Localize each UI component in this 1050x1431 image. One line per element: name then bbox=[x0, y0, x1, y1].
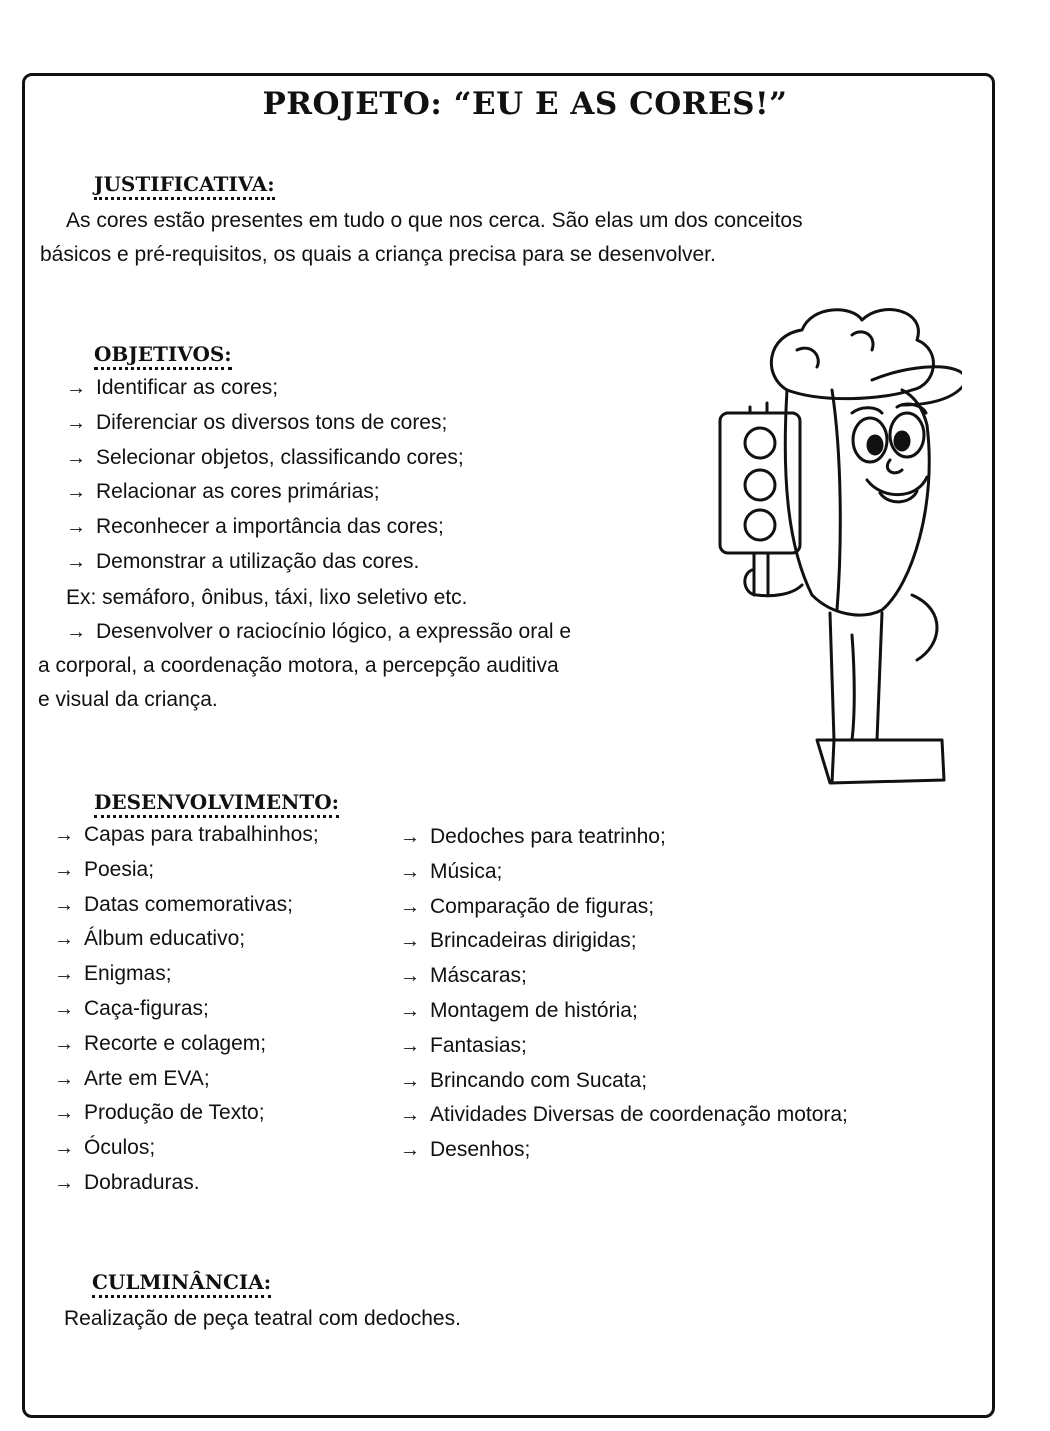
desenvolvimento-text: Dobraduras. bbox=[84, 1170, 200, 1194]
arrow-icon: → bbox=[400, 1139, 420, 1162]
arrow-icon: → bbox=[54, 858, 74, 881]
objetivos-list bbox=[66, 371, 464, 580]
objetivo-text: Desenvolver o raciocínio lógico, a expressão oral e bbox=[96, 620, 572, 643]
list-item bbox=[400, 994, 848, 1029]
arrow-icon: → bbox=[66, 550, 86, 573]
list-item bbox=[400, 959, 848, 994]
list-item bbox=[54, 957, 319, 992]
arrow-icon: → bbox=[54, 893, 74, 916]
arrow-icon: → bbox=[66, 621, 86, 643]
arrow-icon: → bbox=[54, 1102, 74, 1125]
arrow-icon: → bbox=[66, 446, 86, 469]
desenvolvimento-text: Capas para trabalhinhos; bbox=[84, 823, 319, 846]
objetivo-text: Relacionar as cores primárias; bbox=[96, 480, 380, 504]
list-item bbox=[400, 855, 848, 890]
arrow-icon: → bbox=[54, 928, 74, 951]
list-item bbox=[54, 853, 319, 888]
desenvolvimento-text: Brincadeiras dirigidas; bbox=[430, 929, 637, 953]
desenvolvimento-text: Montagem de história; bbox=[430, 998, 638, 1022]
list-item bbox=[400, 1133, 848, 1168]
list-item bbox=[66, 475, 464, 510]
objetivos-last-line-3: e visual da criança. bbox=[38, 688, 218, 711]
list-item bbox=[54, 1062, 319, 1097]
culminancia-heading: CULMINÂNCIA: bbox=[92, 1270, 271, 1298]
arrow-icon: → bbox=[54, 1137, 74, 1160]
desenvolvimento-right-list bbox=[400, 820, 848, 1168]
objetivo-text: Reconhecer a importância das cores; bbox=[96, 515, 444, 539]
arrow-icon: → bbox=[54, 1067, 74, 1090]
desenvolvimento-text: Atividades Diversas de coordenação motora; bbox=[430, 1103, 848, 1127]
arrow-icon: → bbox=[54, 1171, 74, 1194]
objetivos-example: Ex: semáforo, ônibus, táxi, lixo seletivo etc. bbox=[66, 586, 468, 609]
desenvolvimento-text: Óculos; bbox=[84, 1136, 156, 1160]
desenvolvimento-text: Música; bbox=[430, 859, 503, 883]
desenvolvimento-text: Poesia; bbox=[84, 857, 155, 881]
desenvolvimento-text: Álbum educativo; bbox=[84, 927, 246, 951]
arrow-icon: → bbox=[54, 1032, 74, 1055]
list-item bbox=[54, 922, 319, 957]
list-item bbox=[400, 1098, 848, 1133]
desenvolvimento-text: Enigmas; bbox=[84, 962, 172, 986]
desenvolvimento-text: Comparação de figuras; bbox=[430, 894, 655, 918]
desenvolvimento-text: Desenhos; bbox=[430, 1138, 531, 1162]
arrow-icon: → bbox=[400, 930, 420, 953]
list-item bbox=[54, 888, 319, 923]
arrow-icon: → bbox=[400, 895, 420, 918]
desenvolvimento-heading: DESENVOLVIMENTO: bbox=[94, 790, 339, 818]
list-item bbox=[66, 441, 464, 476]
list-item bbox=[54, 1131, 319, 1166]
list-item bbox=[66, 371, 464, 406]
arrow-icon: → bbox=[54, 997, 74, 1020]
desenvolvimento-left-list bbox=[54, 818, 319, 1201]
list-item bbox=[400, 924, 848, 959]
desenvolvimento-text: Datas comemorativas; bbox=[84, 892, 293, 916]
list-item bbox=[400, 820, 848, 855]
desenvolvimento-text: Produção de Texto; bbox=[84, 1101, 265, 1125]
list-item bbox=[66, 545, 464, 580]
traffic-light-character-illustration bbox=[712, 295, 962, 790]
objetivo-text: Selecionar objetos, classificando cores; bbox=[96, 445, 464, 469]
desenvolvimento-text: Dedoches para teatrinho; bbox=[430, 825, 666, 848]
objetivo-text: Identificar as cores; bbox=[96, 376, 279, 399]
arrow-icon: → bbox=[400, 1069, 420, 1092]
arrow-icon: → bbox=[54, 963, 74, 986]
arrow-icon: → bbox=[66, 516, 86, 539]
list-item bbox=[54, 818, 319, 853]
objetivos-last-line-2: a corporal, a coordenação motora, a percepção auditiva bbox=[38, 654, 559, 677]
arrow-icon: → bbox=[54, 824, 74, 846]
arrow-icon: → bbox=[66, 481, 86, 504]
arrow-icon: → bbox=[400, 965, 420, 988]
arrow-icon: → bbox=[66, 411, 86, 434]
objetivos-heading: OBJETIVOS: bbox=[94, 342, 232, 370]
objetivo-text: Demonstrar a utilização das cores. bbox=[96, 549, 420, 573]
list-item bbox=[54, 1166, 319, 1201]
justificativa-line-1: As cores estão presentes em tudo o que nos cerca. São elas um dos conceitos bbox=[66, 209, 803, 232]
list-item bbox=[400, 1029, 848, 1064]
list-item bbox=[54, 992, 319, 1027]
list-item bbox=[400, 890, 848, 925]
justificativa-line-2: básicos e pré-requisitos, os quais a criança precisa para se desenvolver. bbox=[40, 243, 716, 266]
arrow-icon: → bbox=[400, 860, 420, 883]
list-item bbox=[66, 406, 464, 441]
page-title: PROJETO: “EU E AS CORES!” bbox=[262, 86, 788, 122]
desenvolvimento-text: Máscaras; bbox=[430, 964, 527, 988]
list-item bbox=[66, 510, 464, 545]
desenvolvimento-text: Caça-figuras; bbox=[84, 996, 209, 1020]
arrow-icon: → bbox=[400, 1104, 420, 1127]
justificativa-heading: JUSTIFICATIVA: bbox=[94, 172, 275, 200]
arrow-icon: → bbox=[66, 377, 86, 399]
desenvolvimento-text: Fantasias; bbox=[430, 1033, 527, 1057]
arrow-icon: → bbox=[400, 999, 420, 1022]
list-item bbox=[54, 1027, 319, 1062]
desenvolvimento-text: Brincando com Sucata; bbox=[430, 1068, 648, 1092]
desenvolvimento-text: Recorte e colagem; bbox=[84, 1031, 267, 1055]
list-item bbox=[54, 1096, 319, 1131]
arrow-icon: → bbox=[400, 826, 420, 848]
culminancia-text: Realização de peça teatral com dedoches. bbox=[64, 1307, 461, 1330]
arrow-icon: → bbox=[400, 1034, 420, 1057]
objetivos-last-line-1 bbox=[66, 620, 571, 644]
list-item bbox=[400, 1064, 848, 1099]
desenvolvimento-text: Arte em EVA; bbox=[84, 1066, 210, 1090]
objetivo-text: Diferenciar os diversos tons de cores; bbox=[96, 410, 448, 434]
